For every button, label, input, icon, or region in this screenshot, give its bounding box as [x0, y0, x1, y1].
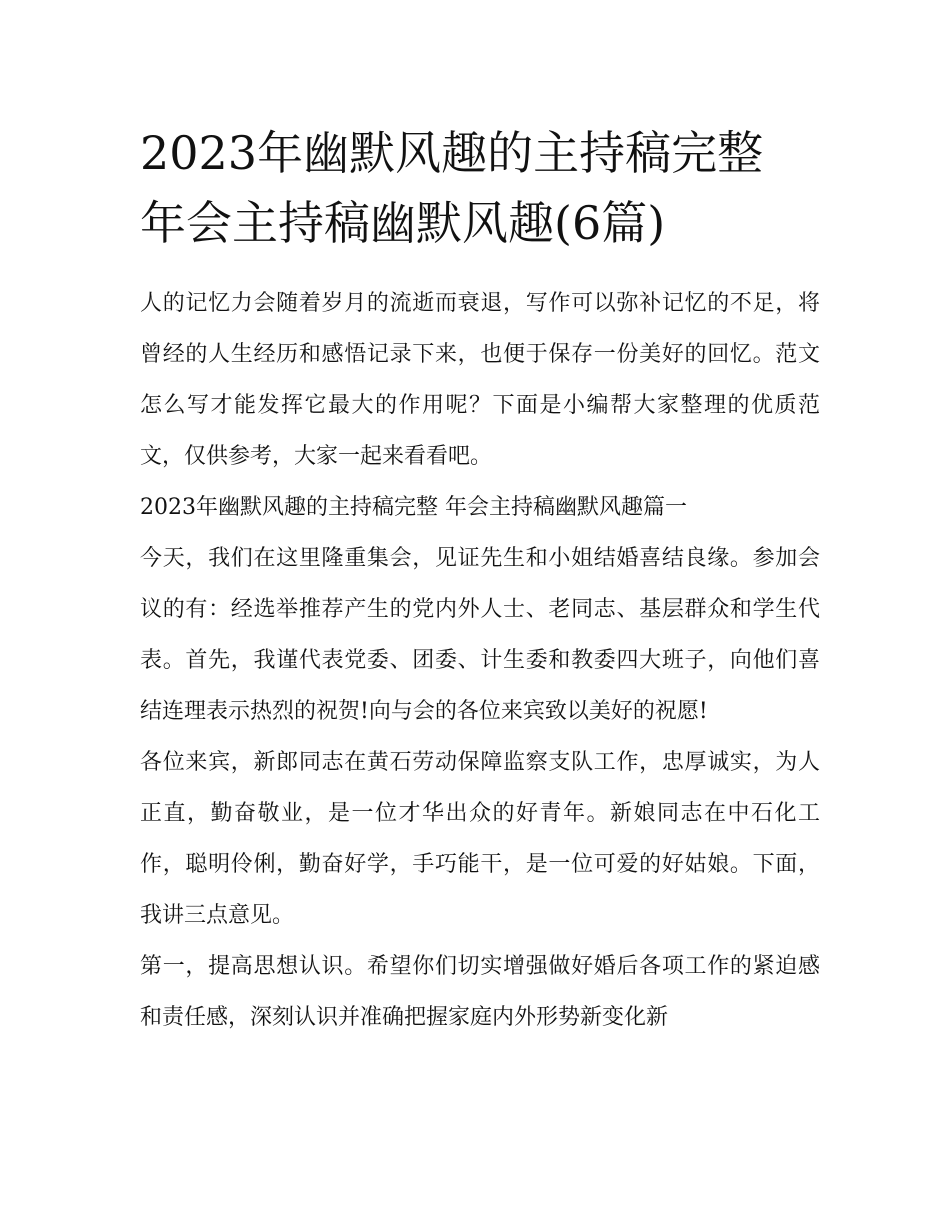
intro-paragraph: 人的记忆力会随着岁月的流逝而衰退，写作可以弥补记忆的不足，将曾经的人生经历和感悟记录下来，也便于保存一份美好的回忆。范文怎么写才能发挥它最大的作用呢？下面是小编帮大家整理的优质范文，仅供参考，大家一起来看看吧。 — [140, 291, 820, 469]
document-title — [140, 118, 820, 258]
section-heading: 2023年幽默风趣的主持稿完整 年会主持稿幽默风趣篇一 — [140, 495, 687, 520]
body-paragraph-2: 各位来宾，新郎同志在黄石劳动保障监察支队工作，忠厚诚实，为人正直，勤奋敬业，是一位才华出众的好青年。新娘同志在中石化工作，聪明伶俐，勤奋好学，手巧能干，是一位可爱的好姑娘。下面，我讲三点意见。 — [140, 750, 820, 928]
body-paragraph-1: 今天，我们在这里隆重集会，见证先生和小姐结婚喜结良缘。参加会议的有：经选举推荐产生的党内外人士、老同志、基层群众和学生代表。首先，我谨代表党委、团委、计生委和教委四大班子，向他们喜结连理表示热烈的祝贺!向与会的各位来宾致以美好的祝愿! — [140, 546, 820, 724]
title-line-2: 年会主持稿幽默风趣(6篇) — [140, 196, 666, 250]
body-paragraph-3: 第一，提高思想认识。希望你们切实增强做好婚后各项工作的紧迫感和责任感，深刻认识并准确把握家庭内外形势新变化新 — [140, 954, 820, 1030]
document-page — [140, 118, 820, 1043]
title-line-1: 2023年幽默风趣的主持稿完整 — [140, 126, 764, 180]
